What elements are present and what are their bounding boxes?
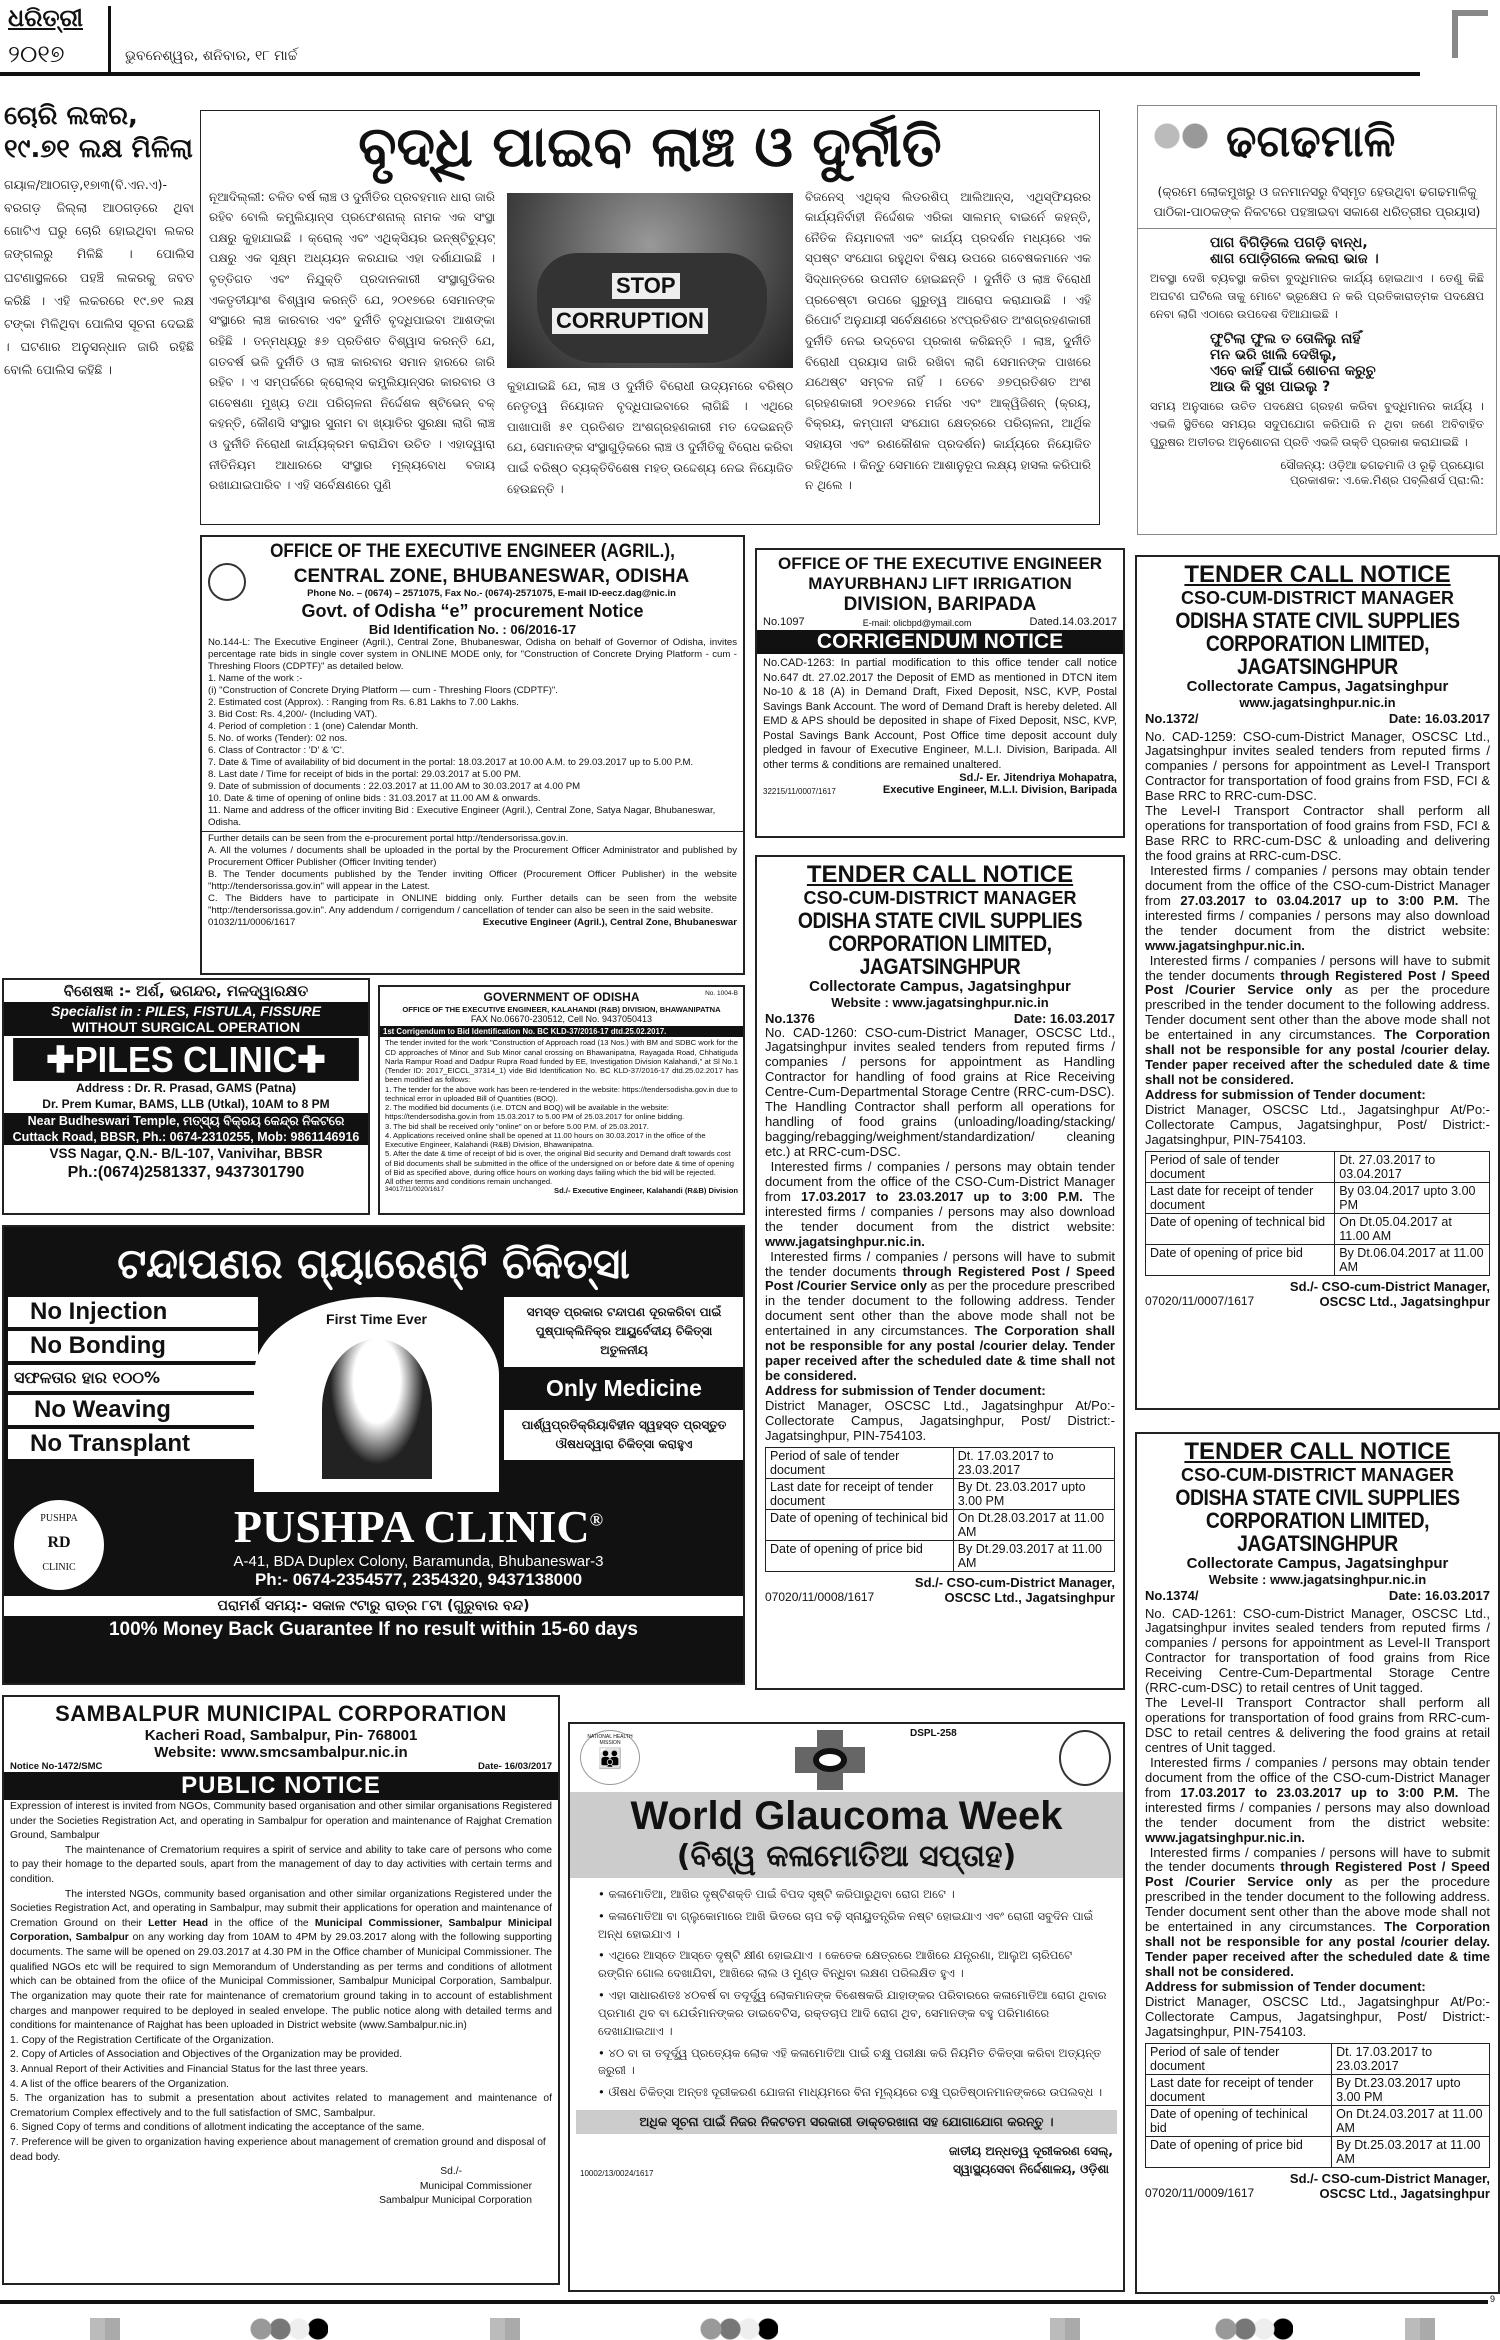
logo-text: RD [47, 1534, 71, 1551]
tender-website: Website : www.jagatsinghpur.nic.in [1208, 1571, 1427, 1587]
tender-sign: Sd./- CSO-cum-District Manager, [1289, 2170, 1490, 2186]
table-cell: Last date for receipt of tender document [1146, 2074, 1332, 2105]
mli-body: No.CAD-1263: In partial modification to this office tender call notice No.647 dt. 27.02.2017 the Deposit of EMD as mentioned in DTCN item No-10 & 18 (A) in Demand Draft, Fixed Deposit, NSC, KVP, Postal Savings Bank Account. The word of Demand Draft is hereby deleted. All EMD & APS should be deposited in shape of Fixed Deposit, NSC, KVP, Postal Savings Bank Account, Post Office time deposit account duly pledged in favour of Executive Engineer, M.L.I. Division, Baripada. All other terms & conditions are remained unaltered. [763, 657, 1117, 771]
smc-sign: Sambalpur Municipal Corporation [379, 2195, 532, 2207]
tender-para-bold: through Registered Post / Speed Post /Courier Service only [1145, 1859, 1490, 1890]
logo-text: CLINIC [42, 1562, 76, 1573]
table-cell: Date of opening of price bid [1146, 1244, 1335, 1275]
agril-signature: Executive Engineer (Agril.), Central Zone, Bhubaneswar [482, 916, 737, 928]
mli-number: No.1097 [763, 616, 805, 628]
registration-mark [1050, 2318, 1080, 2340]
tender-org-2: CORPORATION LIMITED, JAGATSINGHPUR [828, 931, 1052, 980]
agril-item: 11. Name and address of the officer inviting Bid : Executive Engineer (Agril.), Central Zone, Satya Nagar, Bhubaneswar, Odisha. [208, 804, 716, 828]
mli-email: E-mail: olicbpd@ymail.com [862, 618, 972, 628]
table-row [1146, 1151, 1490, 1182]
agril-title: Govt. of Odisha “e” procurement Notice [301, 601, 644, 621]
table-cell: Date of opening of technical bid [1146, 1213, 1335, 1244]
verse-1-line-2: ଶାଗ ପୋଡ଼ିଗଲେ କଲରା ଭାଜ । [1210, 251, 1379, 267]
mayurbhanj-corrigendum [755, 548, 1125, 838]
tender-para-bold: The Corporation shall not be responsible for any postal /courier delay. Tender paper received after the scheduled date & time shall not be considered. [765, 1323, 1115, 1384]
tender-sub: CSO-CUM-DISTRICT MANAGER [1181, 1465, 1454, 1486]
verse-2-line-2: ମନ ଭରି ଖାଲି ଦେଖିଲୁ, [1210, 347, 1337, 364]
smc-item: 7. Preference will be given to organization having experience about management of cremation ground and disposal of dead body. [10, 2137, 546, 2163]
tender-para: Interested firms / companies / persons may obtain tender document from the office of the CSO-cum-District Manager from [1145, 1754, 1490, 1800]
table-row [1146, 2105, 1490, 2136]
pushpa-phone: Ph:- 0674-2354577, 2354320, 9437138000 [254, 1570, 583, 1589]
courtesy: ସୌଜନ୍ୟ: ଓଡ଼ିଆ ଢଗଢମାଳି ଓ ରୂଢ଼ି ପ୍ରୟୋଗ [1280, 457, 1484, 472]
plus-icon: ✚ [297, 1039, 326, 1081]
smc-item: 1. Copy of the Registration Certificate of the Organization. [10, 2034, 274, 2046]
tender-number: No.1372/ [1145, 710, 1199, 726]
table-cell: By Dt. 23.03.2017 upto 3.00 PM [953, 1478, 1114, 1509]
head-silhouette [322, 1339, 432, 1479]
registration-mark [1405, 2318, 1435, 2340]
table-row [766, 1540, 1115, 1571]
smc-para: The maintenance of Crematorium requires a spirit of service and ability to take care of persons who come to pay their homage to the departed souls, apart from the management of day to day activities with certain terms and condition. [10, 1844, 552, 1886]
piles-odia-specialist: ବିଶେଷଜ୍ଞ :- ଅର୍ଶ, ଭଗନ୍ଦର, ମଳଦ୍ୱାରକ୍ଷତ [63, 982, 309, 1000]
glaucoma-bullet: • ଏଥିରେ ଆସ୍ତେ ଆସ୍ତେ ଦୃଷ୍ଟି କ୍ଷୀଣ ହୋଇଯାଏ । କେତେକ କ୍ଷେତ୍ରରେ ଆଖିରେ ଯନ୍ତ୍ରଣା, ଆଲୁଅ ଚାରିପଟେ ରଙ୍ଗିନ ଗୋଲ ଦେଖାଯିବା, ଆଖିରେ ଲାଲ ଓ ମୁଣ୍ଡ ବିନ୍ଧିବା ଲକ୍ଷଣ ପରିଲକ୍ଷିତ ହୁଏ । [598, 1948, 1073, 1981]
left-news-body: ଗୟାଳ/ଆଠଗଡ଼,୧୭ା୩(ବି.ଏନ.ଏ)- ବରଗଡ଼ ଜିଲ୍ଲା ଆଠଗଡ଼ରେ ଥିବା ଗୋଟିଏ ଘରୁ ଚୋରି ହୋଇଥିବା ଲକର ଜଙ୍ଗଲରୁ ମିଳିଛି । ପୋଲିସ ଘଟଣାସ୍ଥଳରେ ପହଞ୍ଚି ଲକରକୁ ଜବତ କରିଛି । ଏହି ଲକରରେ ୧୯.୭୧ ଲକ୍ଷ ଟଙ୍କା ମିଳିଥିବା ପୋଲିସ ସୂଚନା ଦେଇଛି । ଘଟଣାର ଅନୁସନ୍ଧାନ ଜାରି ରହିଛି ବୋଲି ପୋଲିସ କହିଛି । [4, 177, 194, 377]
smc-address: Kacheri Road, Sambalpur, Pin- 768001 [144, 1727, 418, 1744]
smc-para: Expression of interest is invited from NGOs, Community based organisation and other similar organisations Registered under the Societies Registration Act, and operating in Sambalpur for operation and maintenance of Rajghat Cremation Ground, Sambalpur [10, 1801, 552, 1842]
mli-signatory: Sd./- Er. Jitendriya Mohapatra, [959, 772, 1117, 785]
piles-address-1: Address : Dr. R. Prasad, GAMS (Patna) [75, 1081, 297, 1096]
table-cell: Dt. 17.03.2017 to 23.03.2017 [953, 1447, 1114, 1478]
piles-location-1: Near Budheswari Temple, ମତ୍ସ୍ୟ ବିକ୍ରୟ କେନ୍ଦ୍ର ନିକଟରେ [27, 1113, 345, 1128]
tender-org-2: CORPORATION LIMITED, JAGATSINGHPUR [1205, 1508, 1430, 1557]
table-row [766, 1478, 1115, 1509]
tender-para: as per the procedure prescribed in the tender document to the following address. Tender document sent other than the above mode shall not be entertained in any circumstances. [765, 1278, 1115, 1339]
registration-mark [250, 2318, 328, 2340]
first-time-ever: First Time Ever [326, 1311, 427, 1327]
paper-name: ଧରିତ୍ରୀ [8, 4, 83, 32]
dhagadamali-title: ଢଗଢମାଳି [1226, 115, 1396, 167]
paper-year: ୨୦୧୭ [8, 40, 65, 68]
pushpa-right-text-2: ପାର୍ଶ୍ୱପ୍ରତିକ୍ରିୟାବିହୀନ ସ୍ୱହସ୍ତ ପ୍ରସ୍ତୁତ ଔଷଧଦ୍ୱାରା ଚିକିତ୍ସା କରାହୁଏ [504, 1410, 744, 1460]
public-notice-banner: PUBLIC NOTICE [4, 1772, 558, 1800]
publisher: ପ୍ରକାଶକ: ଏ.କେ.ମିଶ୍ର ପବ୍ଲିଶର୍ସ ପ୍ରା:ଲି: [1290, 472, 1484, 487]
smc-para-bold: Municipal Commissioner, Sambalpur Minicipal Corporation, Sambalpur [10, 1917, 552, 1944]
table-cell: By 03.04.2017 upto 3.00 PM [1335, 1182, 1490, 1213]
tender-para: Interested firms / companies / persons will have to submit the tender documents [1145, 1844, 1490, 1875]
main-headline: ବୃଦ୍ଧି ପାଇବ ଲାଞ୍ଚ ଓ ଦୁର୍ନୀତି [358, 115, 942, 180]
table-row [1146, 1244, 1490, 1275]
tender-address: District Manager, OSCSC Ltd., Jagatsinghpur At/Po:- Collectorate Campus, Jagatsinghpur, Post/ District:- Jagatsinghpur, PIN-754103. [1145, 1993, 1490, 2039]
tender-para: Interested firms / companies / persons will have to submit the tender documents [765, 1248, 1115, 1279]
mli-title-2: MAYURBHANJ LIFT IRRIGATION [808, 574, 1072, 593]
mli-title-1: OFFICE OF THE EXECUTIVE ENGINEER [778, 554, 1102, 573]
tender-sub: CSO-CUM-DISTRICT MANAGER [1181, 588, 1454, 609]
glaucoma-title: World Glaucoma Week [630, 1794, 1063, 1838]
table-row [766, 1447, 1115, 1478]
smc-item: 2. Copy of Articles of Association and Objectives of the Organization may be provided. [10, 2049, 403, 2061]
tender-para: The Handling Contractor shall perform all operations for handling of food grains (unloading/loading/stacking/ bagging/rebagging/weighment/standardization/ cleaning etc.) at RRC-cum-DSC. [765, 1099, 1115, 1160]
agril-item: 9. Date of submission of documents : 22.03.2017 at 11.00 AM to 30.03.2017 at 4.00 PM [208, 780, 581, 792]
photo-text-stop: STOP [612, 273, 680, 299]
piles-location-2: Cuttack Road, BBSR, Ph.: 0674-2310255, Mob: 9861146916 [12, 1129, 360, 1144]
agril-eprocurement-notice [200, 535, 745, 975]
kld-gov: GOVERNMENT OF ODISHA [483, 990, 640, 1004]
kld-office: OFFICE OF THE EXECUTIVE ENGINEER, KALAHANDI (R&B) DIVISION, BHAWANIPATNA [402, 1004, 721, 1014]
verse-1-explanation: ଅବସ୍ଥା ଦେଖି ବ୍ୟବସ୍ଥା କରିବା ବୁଦ୍ଧିମାନର କାର୍ଯ୍ୟ ହୋଇଥାଏ । ତେଣୁ କିଛି ଅଘଟଣ ଘଟିଲେ ତାକୁ ମୋଟେ ଭ୍ରୂକ୍ଷେପ ନ କରି ପ୍ରତିକାରାତ୍ମକ ପଦକ୍ଷେପ ନେବା ଲାଗି ଏଠାରେ ଉପଦେଶ ଦିଆଯାଇଛି । [1150, 271, 1484, 321]
bullet-text: ୪୦ ବା ତା ତଦୂର୍ଦ୍ଧ୍ୱ ପ୍ରତ୍ୟେକ ଲୋକ ଏହି କଳାମୋତିଆ ପାଇଁ ଚକ୍ଷୁ ପରୀକ୍ଷା କରି ନିୟମିତ ଚିକିତ୍ସା କରିବା ଅତ୍ୟନ୍ତ ଜରୁରୀ । [598, 2045, 1102, 2078]
tender-sign-org: OSCSC Ltd., Jagatsinghpur [944, 1590, 1115, 1606]
main-article [200, 110, 1100, 525]
kld-item: 2. The modified bid documents (i.e. DTCN and BOQ) will be available in the website: https://tendersodisha.gov.in from 15.03.2017 to 5.00 PM of 25.03.2017 for online bidding. [385, 1103, 685, 1122]
cartoon-faces-icon [1146, 114, 1216, 169]
table-row [1146, 2074, 1490, 2105]
mli-code: 32215/11/0007/1617 [763, 787, 836, 797]
tender-number: No.1374/ [1145, 1587, 1199, 1603]
tender-para: The interested firms / companies / persons may also download the tender document from the district website: [1145, 892, 1490, 938]
verse-1-line-1: ପାଗ ବିଗିଡ଼ିଲେ ପଗଡ଼ି ବାନ୍ଧ, [1210, 235, 1368, 251]
bullet-text: କଳାମୋତିଆ, ଆଖିର ଦୃଷ୍ଟିଶକ୍ତି ପାଇଁ ବିପଦ ସୃଷ୍ଟି କରିପାରୁଥିବା ରୋଗ ଅଟେ । [608, 1887, 955, 1901]
pushpa-timing: ପରାମର୍ଶ ସମୟ:- ସକାଳ ୯ଟାରୁ ରାତ୍ର ୮ଟା (ଗୁରୁବାର ବନ୍ଦ) [4, 1596, 743, 1616]
agril-item: 1. Name of the work :- [208, 672, 303, 684]
tender-heading: TENDER CALL NOTICE [806, 861, 1074, 888]
verse-2-line-1: ଫୁଟିଲା ଫୁଲ ତ ତୋଳିଲୁ ନାହିଁ [1210, 331, 1361, 348]
tender-code: 07020/11/0008/1617 [765, 1590, 875, 1605]
piles-location-3: VSS Nagar, Q.N.- B/L-107, Vanivihar, BBSR [49, 1146, 323, 1162]
pushpa-right-text-1: ସମସ୍ତ ପ୍ରକାର ଟନ୍ଦାପଣ ଦୂରକରିବା ପାଇଁ ପୁଷ୍ପାକ୍ଲିନିକ୍‌ର ଆୟୁର୍ବେଦୀୟ ଚିକିତ୍ସା ଅତୁଳନୀୟ [504, 1297, 744, 1367]
kld-item: 3. The bid shall be received only "online" on or before 5.00 P.M. of 25.03.2017. [385, 1121, 649, 1131]
tender-para-bold: The Corporation shall not be responsible for any postal /courier delay. Tender paper received after the scheduled date & time shall not be considered. [1145, 1919, 1491, 1980]
smc-org: SAMBALPUR MUNICIPAL CORPORATION [55, 1701, 507, 1726]
smc-date: Date- 16/03/2017 [478, 1761, 552, 1772]
tender-website: Website : www.jagatsinghpur.nic.in [831, 994, 1049, 1010]
tender-org-1: ODISHA STATE CIVIL SUPPLIES [1175, 608, 1460, 634]
smc-para-bold: Letter Head [148, 1917, 209, 1929]
tender-sign-org: OSCSC Ltd., Jagatsinghpur [1319, 2186, 1490, 2202]
header-rule [0, 72, 1420, 76]
table-cell: Period of sale of tender document [1146, 2043, 1332, 2074]
tender-sale-dates: 17.03.2017 to 23.03.2017 up to 3:00 P.M. [1180, 1784, 1459, 1800]
footer-rule [0, 2300, 1488, 2304]
pushpa-guarantee: 100% Money Back Guarantee If no result within 15-60 days [108, 1619, 638, 1640]
table-row [766, 1509, 1115, 1540]
tender-para-bold: through Registered Post / Speed Post /Courier Service only [765, 1263, 1116, 1294]
tender-campus: Collectorate Campus, Jagatsinghpur [1186, 678, 1449, 696]
table-row [1146, 1213, 1490, 1244]
tender-campus: Collectorate Campus, Jagatsinghpur [809, 978, 1071, 996]
tender-sale-dates: 27.03.2017 to 03.04.2017 up to 3:00 P.M. [1180, 892, 1459, 908]
table-cell: Period of sale of tender document [1146, 1151, 1335, 1182]
glaucoma-bullet: • କଳାମୋତିଆ ବା ଗ୍ଲୁକୋମାରେ ଆଖି ଭିତରେ ଚାପ ବଢ଼ି ସ୍ନାୟୁତନ୍ତ୍ରିକ ନଷ୍ଟ ହୋଇଯାଏ ଏବଂ ରୋଗୀ ସବୁଦିନ ପାଇଁ ଅନ୍ଧ ହୋଇଯାଏ । [598, 1908, 1094, 1941]
registration-mark [700, 2318, 778, 2340]
tender-org-1: ODISHA STATE CIVIL SUPPLIES [1175, 1485, 1460, 1511]
tender-call-notice-1372 [1135, 555, 1500, 1410]
glaucoma-contact: ଅଧିକ ସୂଚନା ପାଇଁ ନିଜର ନିକଟତମ ସରକାରୀ ଡାକ୍ତରଖାନା ସହ ଯୋଗାଯୋଗ କରନ୍ତୁ । [576, 2110, 1117, 2134]
smc-item: 4. A list of the office bearers of the Organization. [10, 2078, 230, 2090]
smc-para: The intersted NGOs, community based organisation and other similar organizations Registered under the Societies Registration Act, and operating in Sambalpur, may submit their applications for operation and maintenance of Cremation Ground on their [10, 1888, 552, 1929]
tender-para: Interested firms / companies / persons will have to submit the tender documents [1145, 952, 1490, 983]
pushpa-left-item: No Bonding [8, 1331, 258, 1361]
table-cell: Date of opening of techinical bid [766, 1509, 954, 1540]
agril-intro: No.144-L: The Executive Engineer (Agril.), Central Zone, Bhubaneswar, Odisha on behalf of Governor of Odisha, invites percentage rate bids in single cover system in ONLINE MODE only, for "Construction of Concrete Drying Platform - cum - Threshing Floors (CDPTF)" as detailed below. [208, 637, 737, 672]
pushpa-left-item: No Injection [8, 1297, 258, 1327]
sambalpur-public-notice [2, 1695, 560, 2285]
table-cell: By Dt.23.03.2017 upto 3.00 PM [1332, 2074, 1490, 2105]
tender-para: No. CAD-1260: CSO-cum-District Manager, OSCSC Ltd., Jagatsinghpur invites sealed tenders from reputed firms / companies / persons for appointment as Handling Contractor for handling of food grains at Rice Receiving Centre-Cum-Departmental Storage Centre (RRC-cum-DSC). [765, 1024, 1115, 1100]
odisha-emblem-icon [208, 563, 246, 601]
table-row [1146, 2136, 1490, 2167]
piles-clinic-name: PILES CLINIC [74, 1039, 298, 1081]
table-cell: Last date for receipt of tender document [766, 1478, 954, 1509]
table-cell: Date of opening of price bid [1146, 2136, 1332, 2167]
piles-clinic-ad [2, 978, 370, 1215]
glaucoma-bullet: • ଏହା ସାଧାରଣତଃ ୪୦ବର୍ଷ ବା ତଦୂର୍ଦ୍ଧ୍ୱ ଲୋକମାନଙ୍କ ବିଶେଷକରି ଯାହାଙ୍କର ପରିବାରରେ କଳାମୋତିଆ ରୋଗ ଥିବାର ପ୍ରମାଣ ଥିବ ବା ଯେଉଁମାନଙ୍କର ଡାଇବେଟିସ, ରକ୍ତଚାପ ଆଦି ରୋଗ ଥିବ, ସେମାନଙ୍କ ବହୁ ପରିମାଣରେ ଦେଖାଯାଇଥାଏ । [598, 1988, 1107, 2038]
tender-code: 07020/11/0007/1617 [1145, 1294, 1255, 1309]
tender-org-1: ODISHA STATE CIVIL SUPPLIES [797, 908, 1083, 934]
agril-item: 3. Bid Cost: Rs. 4,200/- (Including VAT). [208, 708, 378, 720]
tender-para: The interested firms / companies / persons may also download the tender document from the district website: [765, 1188, 1115, 1234]
kalahandi-corrigendum [378, 985, 745, 1215]
tender-website: www.jagatsinghpur.nic.in [1239, 694, 1396, 710]
smc-para: in the office of the [208, 1917, 315, 1929]
left-news-headline: ଚୋରି ଲକର, ୧୯.୭୧ ଲକ୍ଷ ମିଳିଲା [4, 101, 193, 164]
stop-corruption-photo [507, 193, 793, 368]
page-number: 9 [1490, 2294, 1496, 2304]
bullet-text: ଏହା ସାଧାରଣତଃ ୪୦ବର୍ଷ ବା ତଦୂର୍ଦ୍ଧ୍ୱ ଲୋକମାନଙ୍କ ବିଶେଷକରି ଯାହାଙ୍କର ପରିବାରରେ କଳାମୋତିଆ ରୋଗ ଥିବାର ପ୍ରମାଣ ଥିବ ବା ଯେଉଁମାନଙ୍କର ଡାଇବେଟିସ, ରକ୍ତଚାପ ଆଦି ରୋଗ ଥିବ, ସେମାନଙ୍କ ବହୁ ପରିମାଣରେ ଦେଖାଯାଇଥାଏ । [598, 1988, 1107, 2038]
table-cell: By Dt.25.03.2017 at 11.00 AM [1332, 2136, 1490, 2167]
pushpa-logo [14, 1500, 104, 1590]
agril-item: 8. Last date / Time for receipt of bids in the portal: 29.03.2017 at 5.00 PM. [208, 768, 522, 780]
registration-mark [490, 2318, 520, 2340]
kld-contact: FAX No.06670-230512, Cell No. 9437050413 [470, 1013, 653, 1024]
tender-website-link[interactable]: www.jagatsinghpur.nic.in. [765, 1233, 925, 1249]
tender-address-title: Address for submission of Tender document: [1145, 1087, 1426, 1103]
article-col-2: କୁହାଯାଇଛି ଯେ, ଲାଞ୍ଚ ଓ ଦୁର୍ନୀତି ବିରୋଧୀ ଉଦ୍ୟମରେ ବରିଷ୍ଠ ନେତୃତ୍ୱ ନିୟୋଜନ ବୃଦ୍ଧିପାଇବାରେ ଲାଗିଛି । ଏଥିରେ ପାଖାପାଖି ୫୧ ପ୍ରତିଶତ ଅଂଶଗ୍ରହଣକାରୀ ମତ ଦେଇଛନ୍ତି ଯେ, ସେମାନଙ୍କ ସଂସ୍ଥାଗୁଡ଼ିକରେ ଲାଞ୍ଚ ଓ ଦୁର୍ନୀତିକୁ ବିରୋଧ କରିବା ପାଇଁ ବରିଷ୍ଠ ବ୍ୟକ୍ତିବିଶେଷ ମହତ୍ ଉଦ୍ଦେଶ୍ୟ ନେଇ ନିୟୋଜିତ ହେଉଛନ୍ତି । [507, 378, 793, 496]
tender-para: The interested firms / companies / persons may also download the tender document from the district website: [1145, 1784, 1490, 1830]
dhagadamali-intro: (କ୍ରମେ ଲୋକମୁଖରୁ ଓ ଜନମାନସରୁ ବିସ୍ମୃତ ହେଉଥିବା ଢଗଢମାଳିକୁ ପାଠିକା-ପାଠକଙ୍କ ନିକଟରେ ପହଞ୍ଚାଇବା ସକାଶେ ଧରିତ୍ରୀର ପ୍ରୟାସ) [1138, 176, 1496, 229]
photo-text-corruption: CORRUPTION [552, 308, 708, 334]
tender-para-bold: through Registered Post / Speed Post /Courier Service only [1145, 967, 1490, 998]
tender-para: as per the procedure prescribed in the tender document to the following address. Tender document sent other than the above mode shall not be entertained in any circumstances. [1145, 982, 1490, 1043]
piles-address-2: Dr. Prem Kumar, BAMS, LLB (Utkal), 10AM to 8 PM [42, 1096, 330, 1111]
kld-footer: All other terms and conditions remain unchanged. [385, 1177, 553, 1187]
odisha-emblem-icon [1059, 1730, 1111, 1786]
tender-para: The Level-I Transport Contractor shall perform all operations for transportation of food grains from FSD, FCI & Base RRC to RRC-cum-DSC & unloading and delivering the food grains at RRC-cum-DSC. [1145, 803, 1490, 864]
agril-office: OFFICE OF THE EXECUTIVE ENGINEER (AGRIL.), [270, 541, 675, 562]
tender-call-notice-1374 [1135, 1432, 1500, 2294]
table-cell: On Dt.28.03.2017 at 11.00 AM [953, 1509, 1114, 1540]
verse-2-line-3: ଏବେ କାହିଁ ପାଇଁ ଶୋଚନା କରୁଚୁ [1210, 363, 1376, 380]
glaucoma-issuer: ଜାତୀୟ ଅନ୍ଧତ୍ୱ ଦୂରୀକରଣ ସେଲ୍, [949, 2143, 1113, 2158]
tender-address: District Manager, OSCSC Ltd., Jagatsinghpur At/Po:- Collectorate Campus, Jagatsinghpur, Post/ District:- Jagatsinghpur, PIN-754103. [1145, 1101, 1490, 1147]
smc-para: on any working day from 10AM to 4PM by 29.03.2017 along with the following supporting documents. The same will be opened on 29.03.2017 at 4.30 PM in the Office chamber of Municipal Commissioner. The qualified NGOs etc will be required to sign Memorandum of Understanding as per terms and conditions of allotment which can be obtained from the ofiice of the Municipal Commissioner, Sambalpur Municipal Corporation, Sambalpur. The organization may quote their rate for maintenance of crematorium ground taking in to account of establishment charges and manpower required to be deployed in sealed envelope. The public notice along with detailed terms and conditions for maintenance of Rajghat has been uploaded in District website (www.Sambalpur.nic.in) [10, 1932, 552, 2032]
tender-sale-dates: 17.03.2017 to 23.03.2017 up to 3:00 P.M. [801, 1188, 1083, 1204]
piles-phone: Ph.:(0674)2581337, 9437301790 [67, 1163, 305, 1181]
corner-mark [1452, 10, 1488, 58]
article-col-3: ବିଜନେସ୍ ଏଥିକ୍ସ ଲିଡରଶିପ୍ ଆଲିଆନ୍ସ, ଏଥିସ୍ଫିୟରର କାର୍ଯ୍ୟନିର୍ବାହୀ ନିର୍ଦ୍ଦେଶକ ଏରିକା ସାଲମନ୍ ବାଇର୍ନେ କହନ୍ତି, ନୈତିକ ନିୟମାବଳୀ ଏବଂ କାର୍ଯ୍ୟ ପ୍ରଦର୍ଶନ ମଧ୍ୟରେ ଏକ ସ୍ପଷ୍ଟ ସଂଯୋଗ ରହୁଥିବା ବିଷୟ ଉପରେ ଗବେଷକମାନେ ଏକ ସିଦ୍ଧାନ୍ତରେ ଉପନୀତ ହୋଇଛନ୍ତି । ଦୁର୍ନୀତି ଓ ଲାଞ୍ଚ ବିରୋଧୀ ପ୍ରଚେଷ୍ଟା ଉପରେ ଗୁରୁତ୍ୱ ଆରୋପ କରାଯାଉଛି । ଏହି ରିପୋର୍ଟ ଅନୁଯାୟୀ ସର୍ବେକ୍ଷଣରେ ୪୯ପ୍ରତିଶତ ଅଂଶଗ୍ରହଣକାରୀ ଦୁର୍ନୀତି ନେଇ ଉଦ୍‌ବେଗ ପ୍ରକାଶ କରିଛନ୍ତି । ଲାଞ୍ଚ, ଦୁର୍ନୀତି ବିରୋଧୀ ପ୍ରୟାସ ଜାରି ରଖିବା ଲାଗି ସେମାନଙ୍କ ପାଖରେ ଯଥେଷ୍ଟ ସମ୍ବଳ ନାହିଁ । ତେବେ ୬୭ପ୍ରତିଶତ ଅଂଶ ଗ୍ରହଣକାରୀ ୨୦୧୬ରେ ମର୍ଜର ଏବଂ ଆକ୍ୱିଜିଶନ୍ (କ୍ରୟ, ବିକ୍ରୟ, କମ୍ପାନୀ ସଂଯୋଗ କ୍ଷେତ୍ରରେ ପରିଚାଳନା, ଆର୍ଥିକ ସହାୟତା ଏବଂ ରଣକୌଶଳ ପ୍ରଦର୍ଶନ) କାର୍ଯ୍ୟରେ ନିୟୋଜିତ ରହିଥିଲେ । କିନ୍ତୁ ସେମାନେ ଆଶାନୁରୂପ ଲକ୍ଷ୍ୟ ହାସଲ କରିପାରି ନ ଥିଲେ । [805, 189, 1091, 493]
table-row [1146, 1182, 1490, 1213]
pushpa-clinic-name: PUSHPA CLINIC [233, 1501, 590, 1552]
tender-para-bold: The Corporation shall not be responsible for any postal /courier delay. Tender paper received after the scheduled date & time shall not be considered. [1145, 1027, 1491, 1088]
tender-date: Date: 16.03.2017 [1013, 1010, 1115, 1026]
pushpa-address: A-41, BDA Duplex Colony, Baramunda, Bhubaneswar-3 [233, 1553, 604, 1570]
tender-heading: TENDER CALL NOTICE [1184, 561, 1451, 588]
tender-website-link[interactable]: www.jagatsinghpur.nic.in. [1145, 937, 1305, 953]
agril-note: A. All the volumes / documents shall be uploaded in the portal by the Procurement Officer Administrator and published by Procurement Officer Publisher (Officer Inviting tender) [208, 844, 737, 868]
bald-head-image [254, 1297, 499, 1492]
agril-item: (i) "Construction of Concrete Drying Platform — cum - Threshing Floors (CDPTF)". [208, 684, 558, 696]
masthead [0, 0, 1500, 80]
glaucoma-bullet: • କଳାମୋତିଆ, ଆଖିର ଦୃଷ୍ଟିଶକ୍ତି ପାଇଁ ବିପଦ ସୃଷ୍ଟି କରିପାରୁଥିବା ରୋଗ ଅଟେ । [598, 1887, 955, 1901]
tender-sign: Sd./- CSO-cum-District Manager, [1289, 1278, 1490, 1294]
logo-text: PUSHPA [40, 1513, 78, 1524]
kld-number: No. 1004-B [705, 990, 738, 997]
verse-2-line-4: ଆଉ କି ସୁଖ ପାଇଲୁ ? [1210, 379, 1331, 396]
table-cell: On Dt.24.03.2017 at 11.00 AM [1332, 2105, 1490, 2136]
eye-cross-icon [795, 1730, 865, 1790]
pushpa-only-medicine: Only Medicine [546, 1374, 702, 1401]
smc-website: Website: www.smcsambalpur.nic.in [154, 1744, 408, 1761]
agril-note: B. The Tender documents published by the Tender inviting Officer (Procurement Officer Publisher) in the website "http://tendersorissa.gov.in" will appear in the Latest. [208, 868, 737, 892]
kld-item: 4. Applications received online shall be opened at 11.00 hours on 30.03.2017 in the office of the Executive Engineer, Kalahandi (R&B) Division, Bhawanipatna. [385, 1130, 706, 1150]
agril-item: 5. No. of works (Tender): 02 nos. [208, 732, 348, 744]
table-cell: On Dt.05.04.2017 at 11.00 AM [1335, 1213, 1490, 1244]
plus-icon: ✚ [46, 1039, 75, 1081]
table-cell: Date of opening of techinical bid [1146, 2105, 1332, 2136]
piles-specialist [5, 1003, 367, 1019]
world-glaucoma-week-ad [568, 1722, 1125, 2292]
corrigendum-banner: CORRIGENDUM NOTICE [757, 630, 1123, 654]
left-news-article [4, 100, 194, 970]
glaucoma-bullet: • ୪୦ ବା ତା ତଦୂର୍ଦ୍ଧ୍ୱ ପ୍ରତ୍ୟେକ ଲୋକ ଏହି କଳାମୋତିଆ ପାଇଁ ଚକ୍ଷୁ ପରୀକ୍ଷା କରି ନିୟମିତ ଚିକିତ୍ସା କରିବା ଅତ୍ୟନ୍ତ ଜରୁରୀ । [598, 2045, 1102, 2078]
masthead-divider [108, 6, 111, 74]
bullet-text: ଔଷଧ ଚିକିତ୍ସା ଅନ୍ତଃ ଦୂରୀକରଣ ଯୋଜନା ମାଧ୍ୟମରେ ବିନା ମୂଲ୍ୟରେ ଚକ୍ଷୁ ପ୍ରତିଷ୍ଠାନମାନଙ୍କରେ ଉପଲବ୍ଧ । [608, 2085, 1103, 2100]
verse-2-explanation: ସମୟ ଅନୁସାରେ ଉଚିତ ପଦକ୍ଷେପ ଗ୍ରହଣ କରିବା ବୁଦ୍ଧିମାନର କାର୍ଯ୍ୟ । ଏଭଳି ସ୍ଥିତିରେ ସମୟର ସଦୁପଯୋଗ କରିପାରି ନ ଥିବା ଜଣେ ଅବିବାହିତ ପୁରୁଷର ଅତୀତର ଅନୁଶୋଚନା ପ୍ରତି ଏଭଳି ଉକ୍ତି ପ୍ରକାଶ କରାଯାଇଛି । [1150, 399, 1484, 450]
piles-without-surgery: WITHOUT SURGICAL OPERATION [71, 1019, 301, 1036]
tender-para: Interested firms / companies / persons may obtain tender document from the office of the CSO-cum-District Manager from [1145, 862, 1490, 908]
pushpa-headline: ଟନ୍ଦାପଣର ଗ୍ୟାରେଣ୍ଟି ଚିକିତ୍ସା [117, 1239, 630, 1288]
tender-date: Date: 16.03.2017 [1388, 1587, 1490, 1603]
mli-designation: Executive Engineer, M.L.I. Division, Baripada [882, 784, 1117, 797]
registration-mark [1215, 2318, 1293, 2340]
bullet-text: ଏଥିରେ ଆସ୍ତେ ଆସ୍ତେ ଦୃଷ୍ଟି କ୍ଷୀଣ ହୋଇଯାଏ । କେତେକ କ୍ଷେତ୍ରରେ ଆଖିରେ ଯନ୍ତ୍ରଣା, ଆଲୁଅ ଚାରିପଟେ ରଙ୍ଗିନ ଗୋଲ ଦେଖାଯିବା, ଆଖିରେ ଲାଲ ଓ ମୁଣ୍ଡ ବିନ୍ଧିବା ଲକ୍ଷଣ ପରିଲକ୍ଷିତ ହୁଏ । [598, 1948, 1073, 1981]
agril-further: Further details can be seen from the e-procurement portal http://tendersorissa.gov.in. [208, 832, 569, 844]
nhm-logo: NATIONAL HEALTH MISSION 👪 [580, 1730, 640, 1785]
table-cell: Period of sale of tender document [766, 1447, 954, 1478]
kld-signature: Sd./- Executive Engineer, Kalahandi (R&B) Division [554, 1186, 738, 1196]
tender-schedule-table [765, 1447, 1115, 1572]
tender-schedule-table [1145, 2043, 1490, 2168]
agril-zone: CENTRAL ZONE, BHUBANESWAR, ODISHA [293, 565, 690, 587]
smc-item: 3. Annual Report of their Activities and Financial Status for the last three years. [10, 2063, 369, 2075]
agril-bid-id: Bid Identification No. : 06/2016-17 [368, 622, 577, 637]
tender-date: Date: 16.03.2017 [1388, 710, 1490, 726]
kld-banner: 1st Corrigendum to Bid Identification No. BC KLD-37/2016-17 dtd.25.02.2017. [380, 1026, 743, 1038]
tender-website-link[interactable]: www.jagatsinghpur.nic.in. [1145, 1829, 1305, 1845]
agril-code: 01032/11/0006/1617 [208, 916, 296, 928]
agril-item: 6. Class of Contractor : 'D' & 'C'. [208, 744, 345, 756]
tender-schedule-table [1145, 1151, 1490, 1276]
kld-item: 1. The tender for the above work has been re-tendered in the website: https://tendersodisha.gov.in due to technical error in uploaded Bill of Quantities (BOQ). [385, 1084, 738, 1103]
tender-org-2: CORPORATION LIMITED, JAGATSINGHPUR [1205, 631, 1430, 680]
smc-sign: Sd./- [440, 2166, 462, 2178]
tender-para: as per the procedure prescribed in the tender document to the following address. Tender document sent other than the above mode shall not be entertained in any circumstances. [1145, 1874, 1490, 1935]
table-cell: By Dt.06.04.2017 at 11.00 AM [1335, 1244, 1490, 1275]
registration-mark [90, 2318, 120, 2340]
bullet-text: କଳାମୋତିଆ ବା ଗ୍ଲୁକୋମାରେ ଆଖି ଭିତରେ ଚାପ ବଢ଼ି ସ୍ନାୟୁତନ୍ତ୍ରିକ ନଷ୍ଟ ହୋଇଯାଏ ଏବଂ ରୋଗୀ ସବୁଦିନ ପାଇଁ ଅନ୍ଧ ହୋଇଯାଏ । [598, 1908, 1094, 1941]
kld-item: 5. After the date & time of receipt of bid is over, the original Bid security and Demand draft towards cost of Bid documents shall be submitted in the office of the undersigned on or before date & time of opening of Bid as specified above, during office hours on working days failing which the bid will be rejected. [385, 1149, 734, 1177]
dateline: ଭୁବନେଶ୍ୱର, ଶନିବାର, ୧୮ ମାର୍ଚ୍ଚ [125, 48, 298, 64]
agril-item: 2. Estimated cost (Approx). : Ranging from Rs. 6.81 Lakhs to 7.00 Lakhs. [208, 696, 519, 708]
tender-para: No. CAD-1261: CSO-cum-District Manager, OSCSC Ltd., Jagatsinghpur invites sealed tenders from reputed firms / companies / persons for appointment as Level-II Transport Contractor for transportation of food grains from Rice Receiving Centre-Cum-Departmental Storage Centre (RRC-cum-DSC) to retail centres of Unit tagged. [1145, 1605, 1490, 1696]
tender-sign-org: OSCSC Ltd., Jagatsinghpur [1319, 1294, 1490, 1310]
glaucoma-bullet: • ଔଷଧ ଚିକିତ୍ସା ଅନ୍ତଃ ଦୂରୀକରଣ ଯୋଜନା ମାଧ୍ୟମରେ ବିନା ମୂଲ୍ୟରେ ଚକ୍ଷୁ ପ୍ରତିଷ୍ଠାନମାନଙ୍କରେ ଉପଲବ୍ଧ । [598, 2085, 1103, 2100]
mli-title-3: DIVISION, BARIPADA [843, 594, 1037, 615]
agril-item: 10. Date & time of opening of online bids : 31.03.2017 at 11.00 AM & onwards. [208, 792, 541, 804]
mli-date: Dated.14.03.2017 [1029, 616, 1117, 628]
tender-sign: Sd./- CSO-cum-District Manager, [914, 1574, 1115, 1590]
tender-para: The Level-II Transport Contractor shall perform all operations for transportation of food grains from RRC-cum-DSC to retail centres & delivering the food grains at retail centres of Unit tagged. [1145, 1695, 1490, 1755]
registered-mark: ® [589, 1509, 604, 1530]
smc-number: Notice No-1472/SMC [10, 1761, 103, 1772]
pushpa-left-item: No Weaving [8, 1395, 258, 1425]
table-cell: By Dt.29.03.2017 at 11.00 AM [953, 1540, 1114, 1571]
table-cell: Dt. 17.03.2017 to 23.03.2017 [1332, 2043, 1490, 2074]
agril-note: C. The Bidders have to participate in ONLINE bidding only. Further details can be seen from the website "http://tendersorissa.gov.in". Any addendum / corrigendum / cancellation of tender can also be seen in the said website. [208, 892, 737, 916]
smc-item: 5. The organization has to submit a presentation about activites related to management and maintenance of Crematorium Complex effectively and to the full satisfaction of SMC, Sambalpur. [10, 2093, 552, 2119]
table-cell: Last date for receipt of tender document [1146, 1182, 1335, 1213]
smc-sign: Municipal Commissioner [419, 2180, 532, 2192]
kld-code: 34017/11/0020/1617 [385, 1186, 445, 1194]
tender-para: Interested firms / companies / persons may obtain tender document from the office of the CSO-Cum-District Manager from [765, 1158, 1115, 1204]
agril-contact: Phone No. – (0674) – 2571075, Fax No.- (0674)-2571075, E-mail ID-eecz.dag@nic.in [307, 587, 676, 599]
piles-specialist-text: Specialist in : PILES, FISTULA, FISSURE [51, 1003, 321, 1019]
kld-intro: The tender invited for the work "Construction of Approach road (13 Nos.) with BM and SDBC work for the CD approaches of Minor and Sub Minor canal crossing on Bhawanipatna, Rayagada Road, Chhatiguda Narla Rampur Road and Dadpur Rupra Road funded by EE, Investigation Division Kalahandi," at Sl No.1 (Tender ID: 2017_EICCL_37314_1) vide Bid Identification No. BC KLD-37/2016-17 dtd.25.02.2017 has been modified as follows: [385, 1038, 738, 1085]
dhagadamali-column [1137, 105, 1497, 535]
table-cell: Date of opening of price bid [766, 1540, 954, 1571]
pushpa-left-item: No Transplant [8, 1429, 258, 1459]
tender-para: No. CAD-1259: CSO-cum-District Manager, OSCSC Ltd., Jagatsinghpur invites sealed tenders from reputed firms / companies / persons for appointment as Level-I Transport Contractor for transportation of food grains from FSD, FCI & Base RRC to RRC-cum-DSC. [1145, 728, 1490, 804]
tender-number: No.1376 [765, 1010, 815, 1026]
article-col-1: ନୂଆଦିଲ୍ଲୀ: ଚଳିତ ବର୍ଷ ଲାଞ୍ଚ ଓ ଦୁର୍ନୀତିର ପ୍ରବହମାନ ଧାରା ଜାରି ରହିବ ବୋଲି କମ୍ପ୍ଲିୟାନ୍ସ ପ୍ରଫେଶନାଲ୍ ନାମକ ଏକ ସଂସ୍ଥା ପକ୍ଷରୁ କୁହାଯାଇଛି । କ୍ରୋଲ୍ ଏବଂ ଏଥିକ୍ସିୟର ଇନ୍ଷ୍ଟିଚ୍ୟୁଟ୍ ପକ୍ଷରୁ ଏକ ସୂକ୍ଷ୍ମ ଅଧ୍ୟୟନ କରଯାଇ ଏହା ଦର୍ଶାଯାଇଛି । ବୃତ୍ତିଗତ ଏବଂ ନିଯୁକ୍ତି ପ୍ରଦାନକାରୀ ସଂସ୍ଥାଗୁଡିକର ଏକତୃତୀୟାଂଶ ବିଶ୍ୱାସ କରନ୍ତି ଯେ, ୨୦୧୭ରେ ସେମାନଙ୍କ ସଂସ୍ଥାରେ ଲାଞ୍ଚ କାରବାର ଏବଂ ଦୁର୍ନୀତି ବୃଦ୍ଧିପାଇବା ଆଶଙ୍କା ରହିଛି । ତନ୍ମଧ୍ୟରୁ ୫୭ ପ୍ରତିଶତ ବିଶ୍ୱାସ କରନ୍ତି ଯେ, ଗତବର୍ଷ ଭଳି ଦୁର୍ନୀତି ଓ ଲାଞ୍ଚ କାରବାର ସମାନ ହାରରେ ଜାରି ରହିବ । ଏ ସମ୍ପର୍କରେ କ୍ରୋଲ୍ସ କମ୍ପ୍ଲିୟାନ୍ସର କାରବାର ଓ ଗବେଷଣା ମୁଖ୍ୟ ତଥା ପରିଚାଳନା ନିର୍ଦ୍ଦେଶକ ଷ୍ଟିଭେନ୍ ବକ୍ କହନ୍ତି, କୌଣସି ସଂସ୍ଥାର ସୁନାମ ବା ଖ୍ୟାତିର ସୁରକ୍ଷା ଲାଗି ଲାଞ୍ଚ ଓ ଦୁର୍ନୀତି ନିରୋଧୀ କାର୍ଯ୍ୟକ୍ରମ କରାଯିବା ଉଚିତ । ଏହାଦ୍ୱାରା ନୀତିନିୟମ ଆଧାରରେ ସଂସ୍ଥାର ମୂଲ୍ୟବୋଧ ବଜାୟ ରଖାଯାଇପାରିବ । ଏହି ସର୍ବେକ୍ଷଣରେ ପୁଣି [209, 189, 495, 493]
pushpa-clinic-ad [2, 1225, 745, 1685]
tender-call-notice-1376 [755, 855, 1125, 1690]
table-cell: Dt. 27.03.2017 to 03.04.2017 [1335, 1151, 1490, 1182]
pushpa-left-item: ସଫଳତାର ହାର ୧୦୦% [8, 1365, 258, 1391]
tender-sub: CSO-CUM-DISTRICT MANAGER [803, 888, 1077, 909]
nhm-logo-text: NATIONAL HEALTH MISSION [587, 1734, 633, 1746]
agril-item: 4. Period of completion : 1 (one) Calendar Month. [208, 720, 419, 732]
glaucoma-issuer: ସ୍ୱାସ୍ଥ୍ୟସେବା ନିର୍ଦ୍ଦେଶାଳୟ, ଓଡ଼ିଶା [953, 2161, 1109, 2176]
tender-address-title: Address for submission of Tender document: [1145, 1978, 1426, 1994]
smc-item: 6. Signed Copy of terms and conditions of allotment indicating the acceptance of the same. [10, 2122, 425, 2134]
table-row [1146, 2043, 1490, 2074]
glaucoma-subtitle: (ବିଶ୍ୱ କଳାମୋତିଆ ସପ୍ତାହ) [676, 1839, 1017, 1874]
tender-code: 07020/11/0009/1617 [1145, 2186, 1255, 2201]
tender-campus: Collectorate Campus, Jagatsinghpur [1186, 1555, 1449, 1573]
tender-address: District Manager, OSCSC Ltd., Jagatsinghpur At/Po:- Collectorate Campus, Jagatsinghpur, Post/ District:- Jagatsinghpur, PIN-754103. [765, 1397, 1115, 1443]
dspl-code: DSPL-258 [910, 1728, 957, 1739]
tender-address-title: Address for submission of Tender document: [765, 1383, 1046, 1399]
glaucoma-code: 10002/13/0024/1617 [580, 2168, 654, 2178]
tender-heading: TENDER CALL NOTICE [1184, 1438, 1451, 1465]
agril-item: 7. Date & Time of availability of bid document in the portal: 18.03.2017 at 10.00 A.M. to 29.03.2017 up to 5.00 P.M. [208, 756, 694, 768]
